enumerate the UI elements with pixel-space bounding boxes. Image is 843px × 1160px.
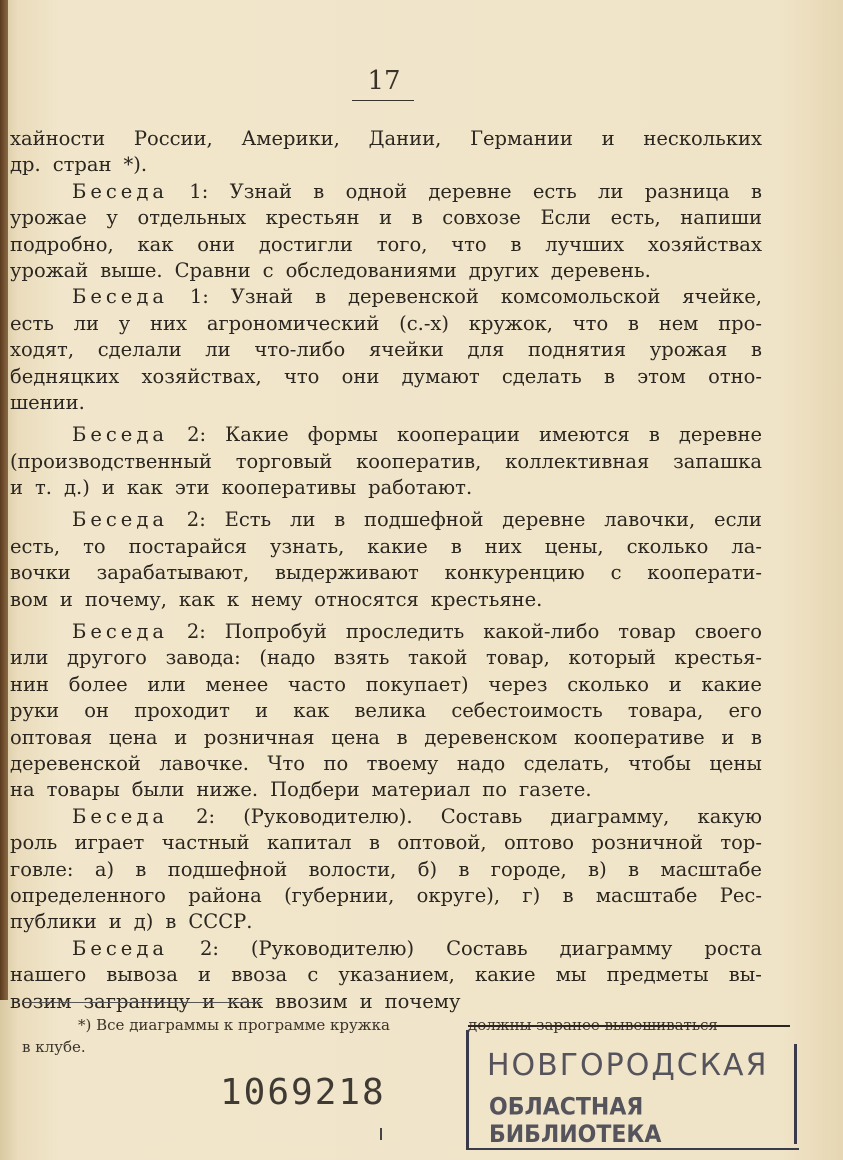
page-number: 17 [367,66,401,96]
text-line: вочки зарабатывают, выдерживают конкуренцию с кооперати- [10,561,762,585]
stamp-line-2: ОБЛАСТНАЯ БИБЛИОТЕКА [489,1093,662,1149]
body-text [10,126,762,1015]
text-line: Беседа 1: Узнай в одной деревне есть ли разница в [72,179,762,203]
text-line: вом и почему, как к нему относятся крестьяне. [10,587,543,611]
text-line: оптовая цена и розничная цена в деревенском кооперативе и в [10,725,762,749]
page-number-rule [352,100,414,101]
stamp-border-edge [794,1044,797,1144]
text-line: урожай выше. Сравни с обследованиями других деревень. [10,258,651,282]
text-line: ходят, сделали ли что-либо ячейки для поднятия урожая в [10,338,762,362]
footnote-divider [22,1002,262,1003]
text-line: бедняцких хозяйствах, что они думают сделать в этом отно- [10,364,762,388]
text-line: хайности России, Америки, Дании, Германии и нескольких [10,127,762,150]
text-line: есть, то постарайся узнать, какие в них цены, сколько ла- [10,534,762,558]
text-line: др. стран *). [10,153,148,177]
text-line: шении. [10,390,85,414]
text-line: деревенской лавочке. Что по твоему надо сделать, чтобы цены [10,751,762,775]
library-stamp [466,1030,799,1150]
text-line: Беседа 2: (Руководителю). Составь диаграмму, какую [72,804,762,828]
text-line: и т. д.) и как эти кооперативы работают. [10,476,473,500]
inventory-number: 1069218 [220,1072,386,1113]
text-line: (производственный торговый кооператив, коллективная запашка [10,449,762,473]
text-line: на товары были ниже. Подбери материал по газете. [10,778,592,802]
footnote [22,1014,492,1058]
text-line: публики и д) в СССР. [10,910,253,934]
book-spine-edge [0,0,8,1000]
text-line: говле: а) в подшефной волости, б) в городе, в) в масштабе [10,857,762,881]
pencil-mark [380,1128,382,1140]
text-line: урожае у отдельных крестьян и в совхозе Если есть, напиши [10,206,762,230]
text-line: роль играет частный капитал в оптовой, оптово розничной тор- [10,831,762,855]
footnote-struck-text: должны заранее вывешиваться [468,1016,790,1034]
text-line: или другого завода: (надо взять такой товар, который крестья- [10,646,762,670]
text-line: Беседа 1: Узнай в деревенской комсомольской ячейке, [72,285,762,309]
text-line: подробно, как они достигли того, что в лучших хозяйствах [10,232,762,256]
footnote-line-1: *) Все диаграммы к программе кружка [78,1016,390,1034]
text-line: Беседа 2: Есть ли в подшефной деревне лавочки, если [72,508,762,532]
text-line: Беседа 2: Какие формы кооперации имеются в деревне [72,423,762,447]
text-line: Беседа 2: (Руководителю) Составь диаграмму роста [72,936,762,960]
text-line: нин более или менее часто покупает) через сколько и какие [10,672,762,696]
text-line: Беседа 2: Попробуй проследить какой-либо товар своего [72,620,762,644]
text-line: определенного района (губернии, округе), г) в масштабе Рес- [10,883,762,907]
text-line: возим заграницу и как ввозим и почему [10,989,461,1013]
text-line: есть ли у них агрономический (с.-х) кружок, что в нем про- [10,311,762,335]
text-line: нашего вывоза и ввоза с указанием, какие мы предметы вы- [10,963,762,987]
text-line: руки он проходит и как велика себестоимость товара, его [10,699,762,723]
stamp-line-1: НОВГОРОДСКАЯ [487,1048,769,1083]
footnote-line-2: в клубе. [22,1038,86,1056]
